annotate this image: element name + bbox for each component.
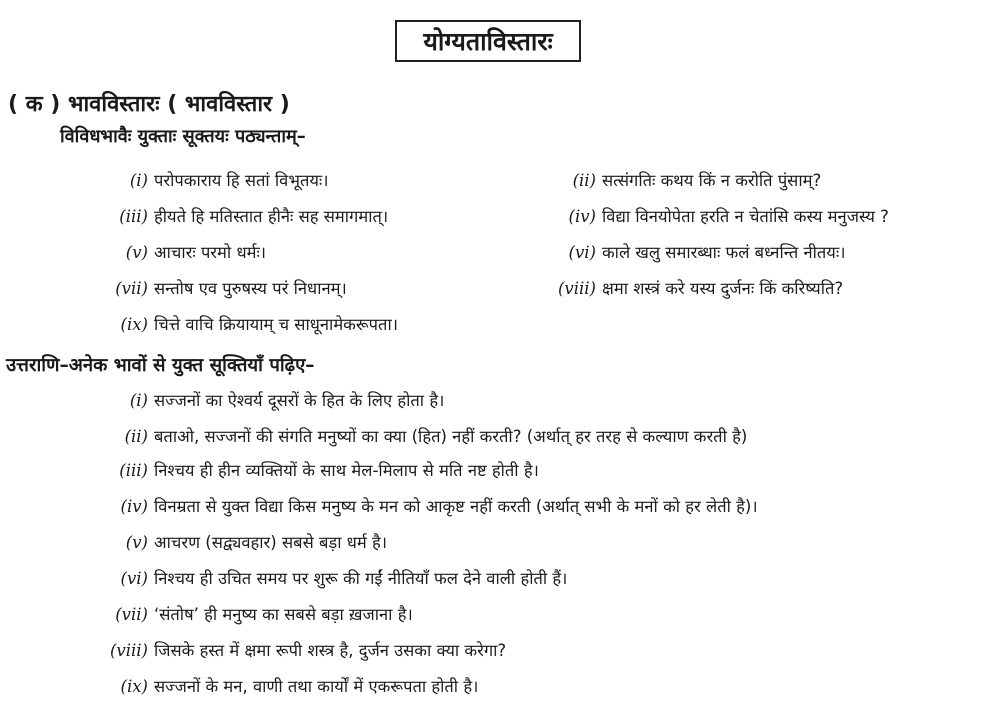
verse-item [112,168,329,191]
verse-text: चित्ते वाचि क्रियायाम् च साधूनामेकरूपता। [154,315,398,334]
title-text: योग्यताविस्तारः [423,27,553,56]
answer-item [112,388,444,411]
answer-number: (iii) [119,461,148,480]
verse-number: (viii) [557,279,596,298]
verse-number: (iv) [568,207,596,226]
verse-item [556,276,843,299]
answer-item [112,424,747,447]
answer-text: सज्जनों के मन, वाणी तथा कार्यों में एकरूपता होती है। [154,677,479,696]
verse-text: सत्संगतिः कथय किं न करोति पुंसाम्? [602,171,822,190]
answer-number: (iv) [120,497,148,516]
verse-number: (vii) [115,279,148,298]
answer-text: जिसके हस्त में क्षमा रूपी शस्त्र है, दुर्जन उसका क्या करेगा? [154,641,507,660]
answer-text: विनम्रता से युक्त विद्या किस मनुष्य के मन को आकृष्ट नहीं करती (अर्थात् सभी के मनों को हर लेती है)। [154,497,758,516]
answer-text: आचरण (सद्व्यवहार) सबसे बड़ा धर्म है। [154,533,388,552]
answer-item [112,674,478,697]
verse-item [112,240,266,263]
verse-item [112,204,388,227]
answer-number: (ii) [124,427,148,446]
answer-item [112,530,387,553]
answer-number: (i) [129,391,148,410]
verse-number: (iii) [119,207,148,226]
answer-item [112,566,567,589]
section-instruction: विविधभावैः युक्ताः सूक्तयः पठ्यन्ताम्– [60,126,306,147]
answer-text: ‘संतोष’ ही मनुष्य का सबसे बड़ा ख़जाना है। [154,605,413,624]
verse-item [112,276,347,299]
verse-text: हीयते हि मतिस्तात हीनैः सह समागमात्। [154,207,389,226]
answer-text: निश्चय ही हीन व्यक्तियों के साथ मेल-मिलाप से मति नष्ट होती है। [154,461,539,480]
answer-item [112,494,758,517]
verse-text: सन्तोष एव पुरुषस्य परं निधानम्। [154,279,347,298]
answer-number: (vii) [115,605,148,624]
verse-item [556,168,821,191]
verse-number: (ii) [572,171,596,190]
verse-number: (v) [125,243,148,262]
answer-item [100,638,506,661]
verse-number: (i) [129,171,148,190]
answer-text: बताओ, सज्जनों की संगति मनुष्यों का क्या (हित) नहीं करती? (अर्थात् हर तरह से कल्याण करती है) [154,427,748,446]
answer-number: (viii) [109,641,148,660]
verse-item [556,240,845,263]
verse-item [112,312,398,335]
verse-text: आचारः परमो धर्मः। [154,243,267,262]
verse-text: परोपकाराय हि सतां विभूतयः। [154,171,329,190]
verse-text: विद्या विनयोपेता हरति न चेतांसि कस्य मनुजस्य ? [602,207,889,226]
answer-text: सज्जनों का ऐश्वर्य दूसरों के हित के लिए होता है। [154,391,445,410]
verse-item [556,204,889,227]
page-title [395,20,581,62]
answer-number: (vi) [120,569,148,588]
answer-number: (ix) [120,677,148,696]
answer-number: (v) [125,533,148,552]
answer-item [112,458,539,481]
section-heading: ( क ) भावविस्तारः ( भावविस्तार ) [8,92,290,117]
verse-number: (ix) [120,315,148,334]
answers-heading: उत्तराणि–अनेक भावों से युक्त सूक्तियाँ पढ़िए– [6,355,315,376]
verse-text: क्षमा शस्त्रं करे यस्य दुर्जनः किं करिष्यति? [602,279,844,298]
verse-number: (vi) [568,243,596,262]
answer-text: निश्चय ही उचित समय पर शुरू की गईं नीतियाँ फल देने वाली होती हैं। [154,569,568,588]
answer-item [112,602,413,625]
verse-text: काले खलु समारब्धाः फलं बध्नन्ति नीतयः। [602,243,846,262]
